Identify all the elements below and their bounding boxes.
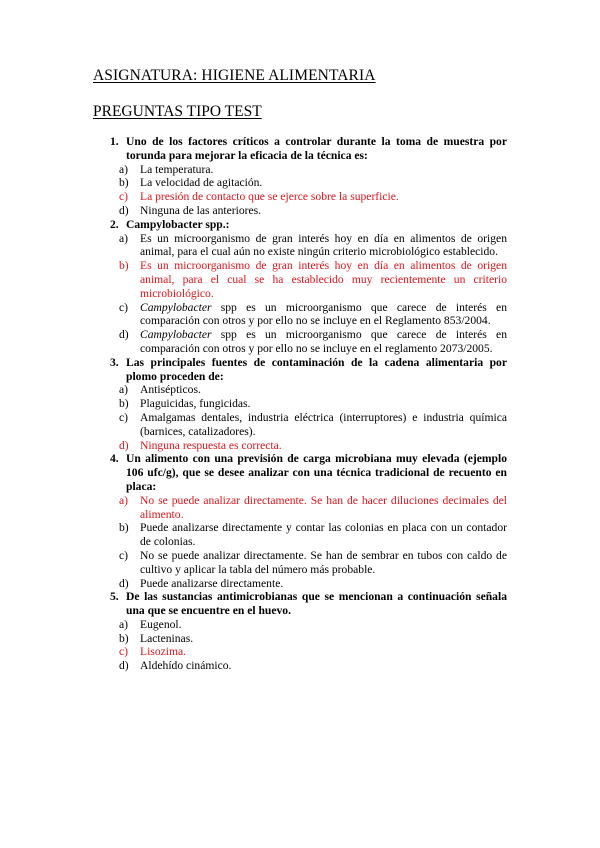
- option-label: a): [119, 162, 129, 176]
- option-4a-correct: [93, 494, 507, 522]
- option-label: a): [119, 493, 129, 507]
- question-2: [93, 218, 507, 232]
- option-text: No se puede analizar directamente. Se han de hacer diluciones decimales del alimento.: [140, 493, 507, 521]
- option-2b-correct: [93, 259, 507, 300]
- option-label: a): [119, 617, 129, 631]
- option-2c: [93, 301, 507, 329]
- option-1b: [93, 176, 507, 190]
- option-text: Antisépticos.: [140, 383, 201, 397]
- option-text: Lisozima.: [140, 645, 187, 659]
- question-text: Las principales fuentes de contaminación de la cadena alimentaria por plomo proceden de:: [126, 355, 507, 383]
- option-3b: [93, 397, 507, 411]
- option-label: a): [119, 231, 129, 245]
- question-text: Uno de los factores críticos a controlar durante la toma de muestra por torunda para mejorar la eficacia de la técnica es:: [126, 135, 507, 162]
- option-5b: [93, 632, 507, 646]
- option-label: c): [119, 190, 129, 204]
- question-3: [93, 356, 507, 384]
- option-text: Ninguna de las anteriores.: [140, 203, 262, 217]
- option-2d: [93, 328, 507, 356]
- option-2a: [93, 232, 507, 260]
- option-text: La velocidad de agitación.: [140, 176, 263, 190]
- question-text: Un alimento con una previsión de carga microbiana muy elevada (ejemplo 106 ufc/g), que se desee analizar con una técnica tradicional de recuento en placa:: [126, 452, 507, 493]
- subject-heading: ASIGNATURA: HIGIENE ALIMENTARIA: [93, 67, 376, 84]
- option-text: Puede analizarse directamente y contar las colonias en placa con un contador de colonias.: [140, 521, 507, 549]
- question-number: 2.: [110, 217, 119, 231]
- option-text: La temperatura.: [140, 162, 214, 176]
- option-text: Aldehído cinámico.: [140, 659, 232, 673]
- option-label: b): [119, 521, 129, 535]
- option-5d: [93, 659, 507, 673]
- option-text: Lacteninas.: [140, 631, 194, 645]
- option-label: b): [119, 397, 129, 411]
- option-label: c): [119, 548, 129, 562]
- option-label: d): [119, 659, 129, 673]
- question-text: De las sustancias antimicrobianas que se mencionan a continuación señala una que se encuentre en el huevo.: [126, 590, 507, 618]
- option-5c-correct: [93, 645, 507, 659]
- option-text: Plaguicidas, fungicidas.: [140, 397, 251, 411]
- option-label: c): [119, 410, 129, 424]
- option-1d: [93, 204, 507, 218]
- option-text: Ninguna respuesta es correcta.: [140, 438, 282, 452]
- option-3c: [93, 411, 507, 439]
- option-3a: [93, 383, 507, 397]
- option-label: c): [119, 645, 129, 659]
- question-number: 5.: [110, 590, 119, 604]
- option-label: d): [119, 203, 129, 217]
- option-label: b): [119, 631, 129, 645]
- section-heading: PREGUNTAS TIPO TEST: [93, 103, 262, 120]
- option-label: b): [119, 259, 129, 273]
- question-5: [93, 590, 507, 618]
- option-text: Amalgamas dentales, industria eléctrica (interruptores) e industria química (barnices, catalizadores).: [140, 410, 507, 438]
- question-text: Campylobacter spp.:: [126, 217, 230, 231]
- question-4: [93, 452, 507, 493]
- option-label: d): [119, 438, 129, 452]
- question-number: 3.: [110, 355, 119, 369]
- option-italic-term: Campylobacter: [140, 328, 212, 342]
- option-text: No se puede analizar directamente. Se han de sembrar en tubos con caldo de cultivo y aplicar la tabla del número más probable.: [140, 548, 507, 576]
- option-label: a): [119, 383, 129, 397]
- option-1c-correct: [93, 190, 507, 204]
- option-4c: [93, 549, 507, 577]
- option-label: d): [119, 328, 129, 342]
- option-label: b): [119, 176, 129, 190]
- question-list: [93, 135, 507, 673]
- question-number: 1.: [110, 135, 119, 148]
- option-text: spp es un microorganismo que carece de interés en comparación con otros y por ello no se incluye en el reglamento 2073/2005.: [140, 328, 507, 355]
- question-1: [93, 135, 507, 163]
- option-3d-correct: [93, 439, 507, 453]
- option-text: Eugenol.: [140, 617, 182, 631]
- option-4d: [93, 577, 507, 591]
- option-text: Es un microorganismo de gran interés hoy en día en alimentos de origen animal, para el cual se ha establecido muy recientemente un criterio microbiológico.: [140, 259, 507, 300]
- option-label: c): [119, 300, 129, 314]
- option-italic-term: Campylobacter: [140, 300, 212, 314]
- question-number: 4.: [110, 452, 119, 466]
- option-text: spp es un microorganismo que carece de interés en comparación con otros y por ello no se incluye en el Reglamento 853/2004.: [140, 300, 507, 328]
- option-4b: [93, 521, 507, 549]
- option-label: d): [119, 576, 129, 590]
- option-5a: [93, 618, 507, 632]
- option-text: Es un microorganismo de gran interés hoy en día en alimentos de origen animal, para el cual aún no existe ningún criterio microbiológico establecido.: [140, 231, 507, 259]
- option-text: La presión de contacto que se ejerce sobre la superficie.: [140, 190, 399, 204]
- option-1a: [93, 163, 507, 177]
- option-text: Puede analizarse directamente.: [140, 576, 284, 590]
